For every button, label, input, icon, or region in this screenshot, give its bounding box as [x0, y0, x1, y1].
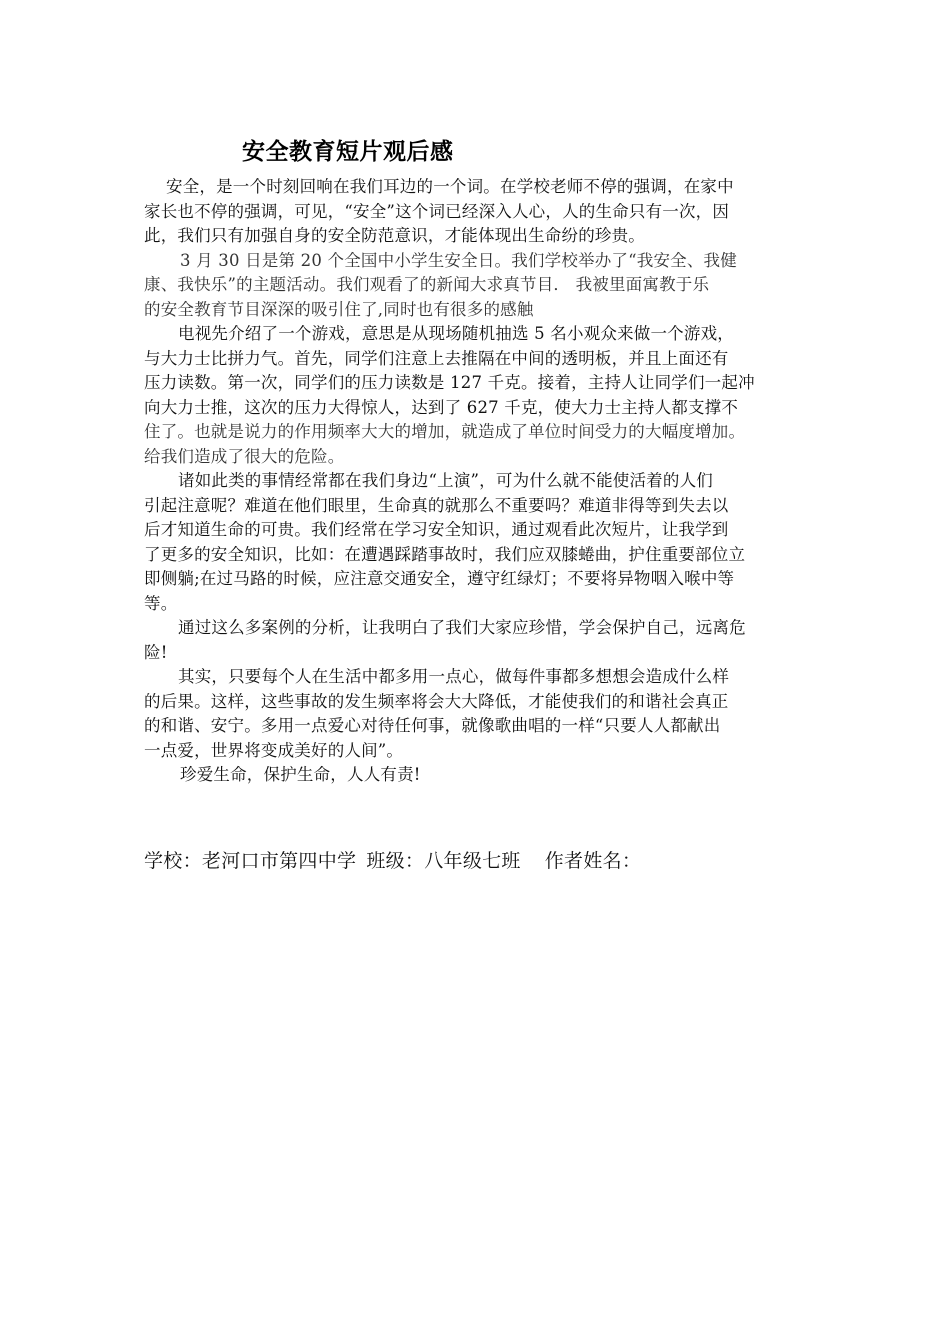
paragraph-3-line-4: 向大力士推，这次的压力大得惊人，达到了 627 千克，使大力士主持人都支撑不 — [144, 397, 739, 417]
paragraph-6-line-4: 一点爱，世界将变成美好的人间”。 — [144, 740, 404, 760]
paragraph-3-line-5: 住了。也就是说力的作用频率大大的增加，就造成了单位时间受力的大幅度增加。 — [144, 422, 746, 441]
paragraph-3-line-6: 给我们造成了很大的危险。 — [144, 446, 345, 466]
paragraph-3-line-3: 压力读数。第一次，同学们的压力读数是 127 千克。接着，主持人让同学们一起冲 — [144, 373, 755, 392]
school-label: 学校：老河口市第四中学 — [144, 850, 357, 872]
paragraph-4-line-3: 后才知道生命的可贵。我们经常在学习安全知识，通过观看此次短片，让我学到 — [144, 520, 729, 539]
paragraph-4-line-4: 了更多的安全知识，比如：在遭遇踩踏事故时，我们应双膝蜷曲，护住重要部位立 — [144, 544, 746, 564]
paragraph-1-line-2: 家长也不停的强调，可见，“安全”这个词已经深入人心，人的生命只有一次，因 — [144, 201, 730, 221]
paragraph-6-line-2: 的后果。这样，这些事故的发生频率将会大大降低，才能使我们的和谐社会真正 — [144, 691, 729, 711]
author-label: 作者姓名： — [544, 850, 642, 872]
paragraph-3-line-2: 与大力士比拼力气。首先，同学们注意上去推隔在中间的透明板，并且上面还有 — [144, 348, 729, 368]
paragraph-2-line-2: 康、我快乐”的主题活动。我们观看了的新闻大求真节目． 我被里面寓教于乐 — [144, 275, 710, 294]
document-footer — [144, 846, 641, 873]
document-body — [144, 175, 820, 788]
paragraph-5-line-1: 通过这么多案例的分析，让我明白了我们大家应珍惜，学会保护自己，远离危 — [178, 618, 746, 637]
paragraph-4-line-6: 等。 — [144, 593, 178, 613]
paragraph-1-line-3: 此，我们只有加强自身的安全防范意识，才能体现出生命纷的珍贵。 — [144, 226, 645, 245]
paragraph-2-line-1: 3 月 30 日是第 20 个全国中小学生安全日。我们学校举办了“我安全、我健 — [180, 250, 737, 270]
paragraph-2-line-3: 的安全教育节目深深的吸引住了,同时也有很多的感触 — [144, 299, 534, 319]
paragraph-6-line-1: 其实，只要每个人在生活中都多用一点心，做每件事都多想想会造成什么样 — [178, 667, 730, 686]
paragraph-4-line-5: 即侧躺;在过马路的时候，应注意交通安全，遵守红绿灯；不要将异物咽入喉中等 — [144, 569, 735, 588]
closing-line: 珍爱生命，保护生命，人人有责! — [180, 765, 421, 784]
paragraph-4-line-2: 引起注意呢？难道在他们眼里，生命真的就那么不重要吗？难道非得等到失去以 — [144, 495, 729, 515]
document-title: 安全教育短片观后感 — [242, 139, 454, 165]
paragraph-5-line-2: 险! — [144, 642, 168, 662]
paragraph-4-line-1: 诸如此类的事情经常都在我们身边“上演”，可为什么就不能使活着的人们 — [178, 471, 713, 490]
paragraph-1-line-1: 安全，是一个时刻回响在我们耳边的一个词。在学校老师不停的强调，在家中 — [166, 177, 734, 196]
paragraph-3-line-1: 电视先介绍了一个游戏，意思是从现场随机抽选 5 名小观众来做一个游戏， — [178, 324, 734, 343]
paragraph-6-line-3: 的和谐、安宁。多用一点爱心对待任何事，就像歌曲唱的一样“只要人人都献出 — [144, 716, 721, 735]
class-label: 班级：八年级七班 — [366, 850, 521, 872]
